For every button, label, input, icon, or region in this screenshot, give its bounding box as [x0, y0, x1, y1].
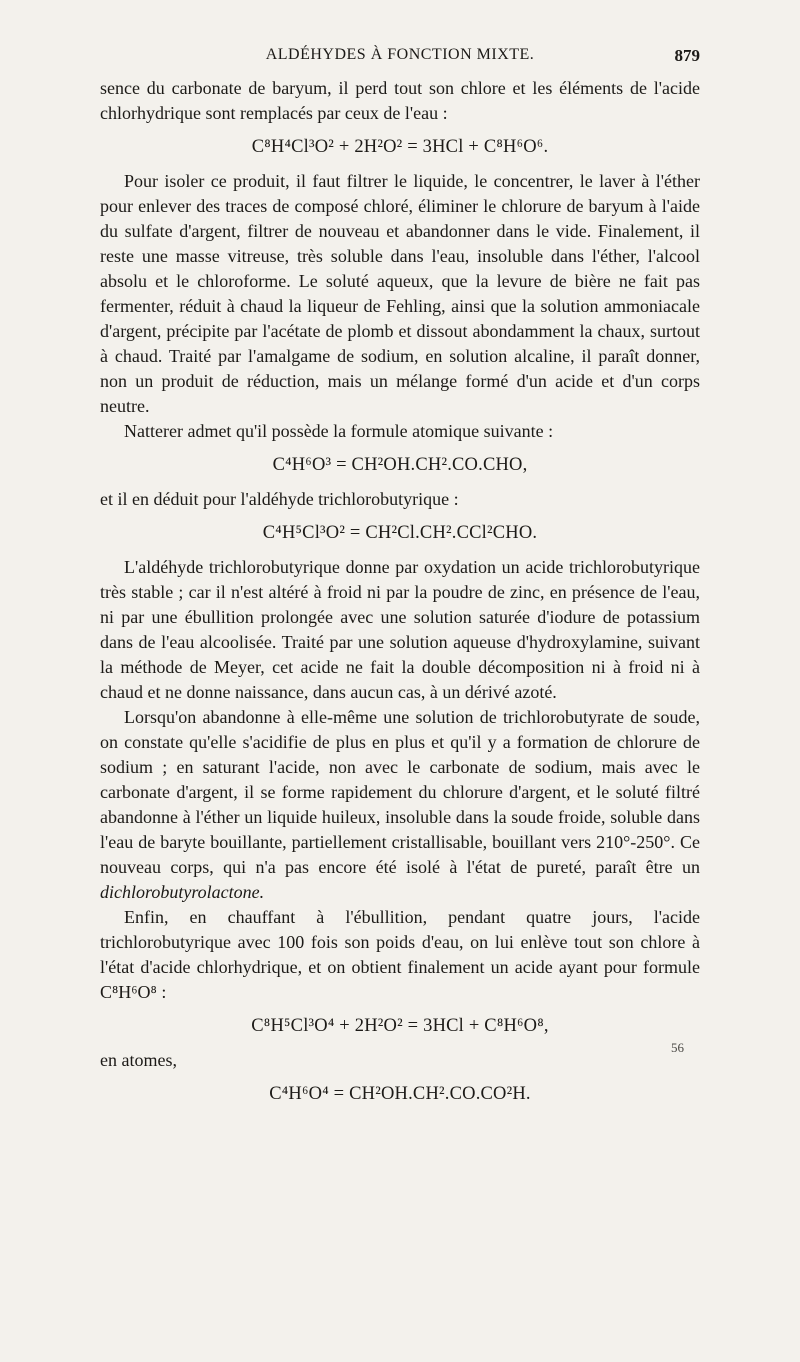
- paragraph-1: sence du carbonate de baryum, il perd tout son chlore et les éléments de l'acide chlorhydrique sont remplacés par ceux de l'eau :: [100, 78, 700, 123]
- paragraph-2: Pour isoler ce produit, il faut filtrer le liquide, le concentrer, le laver à l'éther pour enlever des traces de composé chloré, éliminer le chlorure de baryum à l'aide du sulfate d'argent, filtrer de nouveau et abandonner dans le vide. Finalement, il reste une masse vitreuse, très soluble dans l'eau, insoluble dans l'éther, l'alcool absolu et le chloroforme. Le soluté aqueux, que la levure de bière ne fait pas fermenter, réduit à chaud la liqueur de Fehling, ainsi que la solution ammoniacale d'argent, précipite par l'acétate de plomb et dissout abondamment la chaux, surtout à chaud. Traité par l'amalgame de sodium, en solution alcaline, il paraît donner, non un produit de réduction, mais un mélange formé d'un acide et d'un corps neutre.: [100, 171, 700, 416]
- paragraph-6-text: Lorsqu'on abandonne à elle-même une solution de trichlorobutyrate de soude, on constate qu'elle s'acidifie de plus en plus et qu'il y a formation de chlorure de sodium ; en saturant l'acide, non avec le carbonate de sodium, mais avec le carbonate d'argent, il se forme rapidement du chlorure d'argent, et le soluté filtré abandonne à l'éther un liquide huileux, insoluble dans la soude froide, soluble dans l'eau de baryte bouillante, partiellement cristallisable, bouillant vers 210°-250°. Ce nouveau corps, qui n'a pas encore été isolé à l'état de pureté, paraît être un: [100, 707, 700, 877]
- equation-1: C⁸H⁴Cl³O² + 2H²O² = 3HCl + C⁸H⁶O⁶.: [251, 137, 549, 157]
- equation-2: C⁴H⁶O³ = CH²OH.CH².CO.CHO,: [272, 455, 528, 475]
- equation-4: C⁸H⁵Cl³O⁴ + 2H²O² = 3HCl + C⁸H⁶O⁸,: [251, 1016, 549, 1036]
- page-header: [100, 46, 700, 68]
- page-number: 879: [674, 46, 700, 65]
- paragraph-7: Enfin, en chauffant à l'ébullition, pendant quatre jours, l'acide trichlorobutyrique avec 100 fois son poids d'eau, on lui enlève tout son chlore à l'état d'acide chlorhydrique, et on obtient finalement un acide ayant pour formule C⁸H⁶O⁸ :: [100, 907, 700, 1002]
- page-body: [100, 76, 700, 1116]
- paragraph-8: en atomes,: [100, 1050, 177, 1070]
- term-dichlorobutyrolactone: dichlorobutyrolactone.: [100, 882, 265, 902]
- paragraph-4: et il en déduit pour l'aldéhyde trichlorobutyrique :: [100, 489, 459, 509]
- equation-5: C⁴H⁶O⁴ = CH²OH.CH².CO.CO²H.: [269, 1084, 531, 1104]
- paragraph-5: L'aldéhyde trichlorobutyrique donne par oxydation un acide trichlorobutyrique très stable ; car il n'est altéré à froid ni par la poudre de zinc, en présence de l'eau, ni par une ébullition prolongée avec une solution saturée d'iodure de potassium dans de l'eau alcoolisée. Traité par une solution aqueuse d'hydroxylamine, suivant la méthode de Meyer, cet acide ne fait la double décomposition ni à froid ni à chaud et ne donne naissance, dans aucun cas, à un dérivé azoté.: [100, 557, 700, 702]
- equation-3: C⁴H⁵Cl³O² = CH²Cl.CH².CCl²CHO.: [262, 523, 538, 543]
- paragraph-6: [100, 705, 700, 905]
- paragraph-3: Natterer admet qu'il possède la formule atomique suivante :: [124, 421, 554, 441]
- printer-signature-mark: 56: [671, 1040, 684, 1055]
- running-head: ALDÉHYDES À FONCTION MIXTE.: [265, 46, 535, 63]
